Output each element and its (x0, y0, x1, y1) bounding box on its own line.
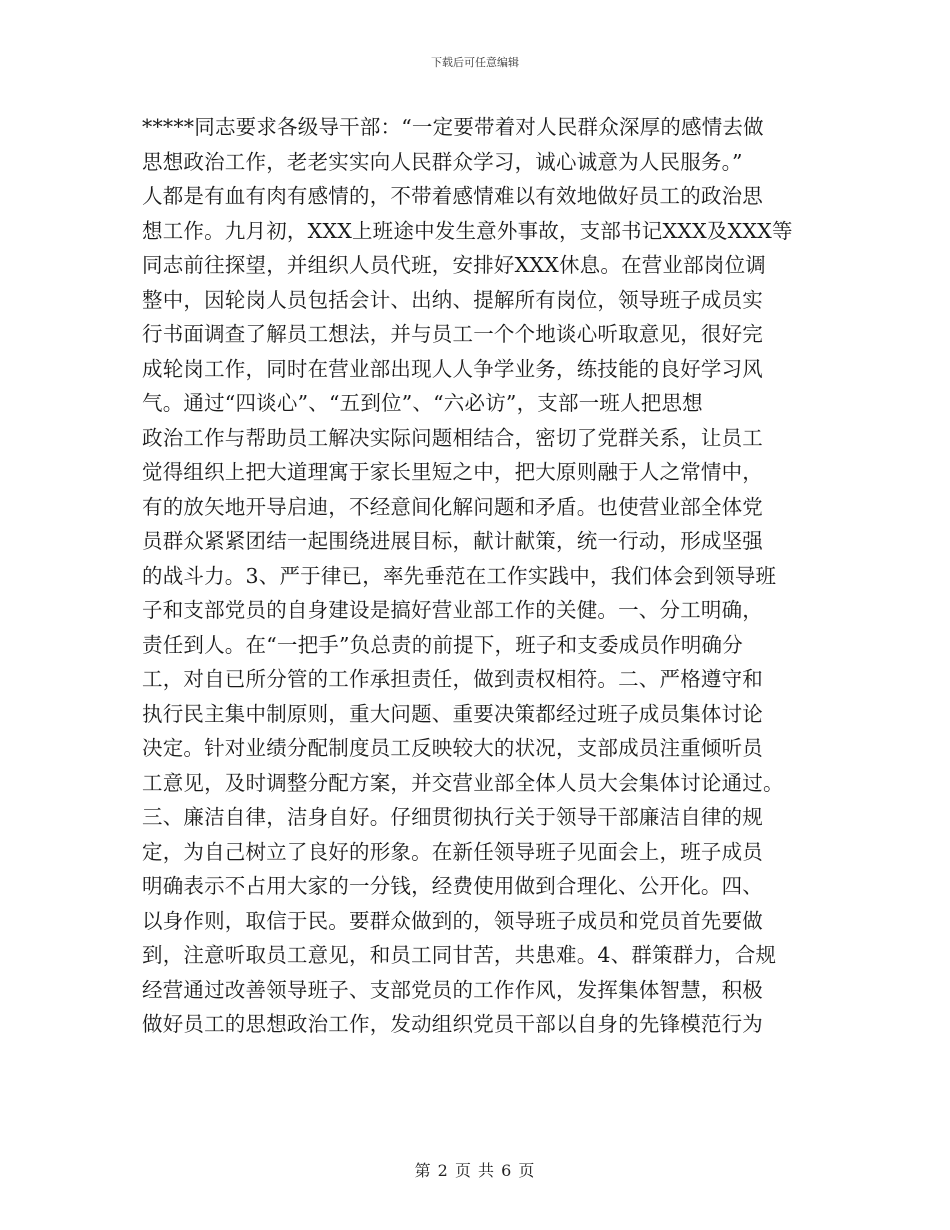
body-line: 明确表示不占用大家的一分钱，经费使用做到合理化、公开化。四、 (142, 874, 763, 898)
body-line: 工意见，及时调整分配方案，并交营业部全体人员大会集体讨论通过。 (142, 770, 784, 795)
body-line: 责任到人。在“一把手”负总责的前提下，班子和支委成员作明确分 (142, 632, 743, 657)
body-line: 思想政治工作，老老实实向人民群众学习，诚心诚意为人民服务。” (142, 149, 743, 174)
body-line: 同志前往探望，并组织人员代班，安排好XXX休息。在营业部岗位调 (142, 253, 766, 277)
page-number: 第 2 页 共 6 页 (414, 1161, 536, 1180)
body-line: 整中，因轮岗人员包括会计、出纳、提解所有岗位，领导班子成员实 (142, 287, 763, 312)
body-line: 定，为自己树立了良好的形象。在新任领导班子见面会上，班子成员 (142, 839, 763, 864)
body-line: 三、廉洁自律，洁身自好。仔细贯彻执行关于领导干部廉洁自律的规 (142, 805, 763, 829)
body-line: 想工作。九月初，XXX上班途中发生意外事故，支部书记XXX及XXX等 (142, 218, 793, 243)
body-line: 子和支部党员的自身建设是搞好营业部工作的关健。一、分工明确， (142, 598, 763, 622)
body-line: 经营通过改善领导班子、支部党员的工作作风，发挥集体智慧，积极 (142, 977, 763, 1002)
body-line: 行书面调查了解员工想法，并与员工一个个地谈心听取意见，很好完 (142, 322, 763, 346)
body-line: 员群众紧紧团结一起围绕进展目标，献计献策，统一行动，形成坚强 (142, 529, 763, 553)
body-line: 以身作则，取信于民。要群众做到的，领导班子成员和党员首先要做 (142, 908, 763, 933)
body-line: 觉得组织上把大道理寓于家长里短之中，把大原则融于人之常情中， (142, 460, 763, 484)
body-line: *****同志要求各级导干部：“一定要带着对人民群众深厚的感情去做 (142, 115, 764, 139)
body-line: 政治工作与帮助员工解决实际问题相结合，密切了党群关系，让员工 (142, 425, 763, 450)
document-body (142, 110, 810, 1042)
body-line: 人都是有血有肉有感情的，不带着感情难以有效地做好员工的政治思 (142, 184, 763, 208)
body-line: 做好员工的思想政治工作，发动组织党员干部以自身的先锋模范行为 (142, 1012, 763, 1036)
body-line: 到，注意听取员工意见，和员工同甘苦，共患难。4、群策群力，合规 (142, 943, 777, 967)
body-line: 气。通过“四谈心”、“五到位”、“六必访”，支部一班人把思想 (142, 391, 703, 415)
body-line: 有的放矢地开导启迪，不经意间化解问题和矛盾。也使营业部全体党 (142, 494, 763, 519)
body-line: 执行民主集中制原则，重大问题、重要决策都经过班子成员集体讨论 (142, 701, 763, 726)
body-line: 工，对自已所分管的工作承担责任，做到责权相符。二、严格遵守和 (142, 667, 763, 691)
body-line: 决定。针对业绩分配制度员工反映较大的状况，支部成员注重倾听员 (142, 736, 763, 760)
body-line: 成轮岗工作，同时在营业部出现人人争学业务，练技能的良好学习风 (142, 356, 763, 381)
page-header-note: 下载后可任意编辑 (431, 56, 519, 69)
body-line: 的战斗力。3、严于律已，率先垂范在工作实践中，我们体会到领导班 (142, 563, 777, 588)
